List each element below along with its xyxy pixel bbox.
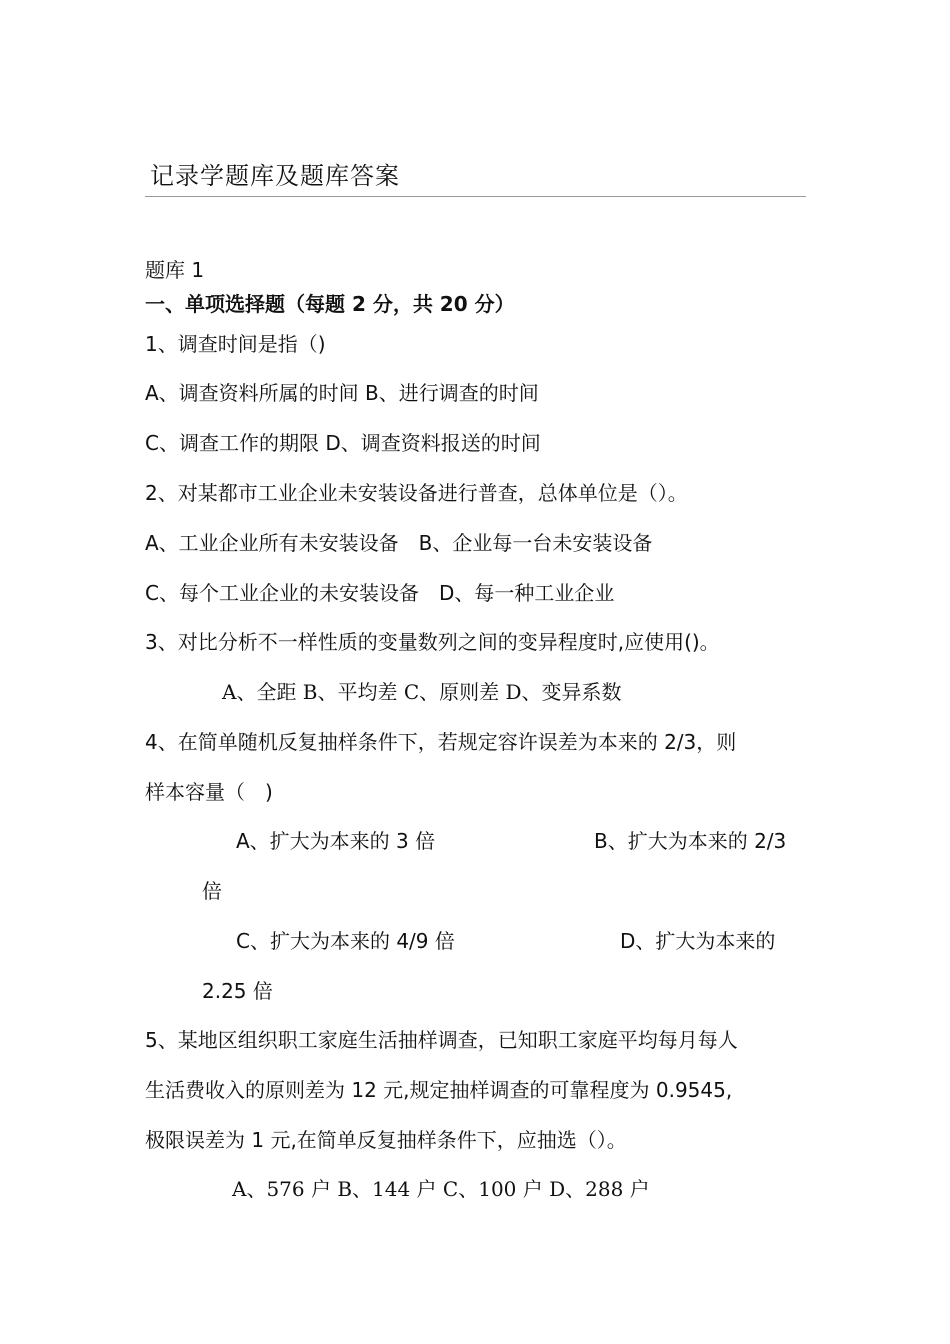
- question-5-options: A、576 户 B、144 户 C、100 户 D、288 户: [232, 1177, 650, 1201]
- question-3-stem: 3、对比分析不一样性质的变量数列之间的变异程度时,应使用()。: [145, 630, 720, 654]
- question-1-options-line-2: C、调查工作的期限 D、调查资料报送的时间: [145, 431, 541, 455]
- question-4-option-b: B、扩大为本来的 2/3: [594, 829, 787, 853]
- title-divider: [145, 196, 806, 197]
- question-1-stem: 1、调查时间是指（): [145, 332, 326, 356]
- question-5-stem-line-2: 生活费收入的原则差为 12 元,规定抽样调查的可靠程度为 0.9545,: [145, 1078, 733, 1102]
- question-2-options-line-2: C、每个工业企业的未安装设备 D、每一种工业企业: [145, 581, 615, 605]
- question-5-stem-line-3: 极限误差为 1 元,在简单反复抽样条件下，应抽选（）。: [145, 1128, 627, 1152]
- question-4-option-d: D、扩大为本来的: [620, 929, 776, 953]
- question-3-options: A、全距 B、平均差 C、原则差 D、变异系数: [222, 680, 622, 704]
- question-4-stem-line-1: 4、在简单随机反复抽样条件下，若规定容许误差为本来的 2/3，则: [145, 730, 737, 754]
- section-heading: 一、单项选择题（每题 2 分，共 20 分）: [145, 292, 515, 316]
- question-4-option-c: C、扩大为本来的 4/9 倍: [236, 929, 455, 953]
- question-1-options-line-1: A、调查资料所属的时间 B、进行调查的时间: [145, 381, 539, 405]
- question-4-stem-line-2: 样本容量（ ): [145, 780, 273, 804]
- question-4-option-d-continued: 2.25 倍: [202, 979, 273, 1003]
- document-title: 记录学题库及题库答案: [150, 162, 400, 190]
- question-4-option-b-continued: 倍: [202, 879, 222, 903]
- question-5-stem-line-1: 5、某地区组织职工家庭生活抽样调查，已知职工家庭平均每月每人: [145, 1028, 738, 1052]
- section-label: 题库 1: [145, 258, 205, 282]
- question-2-stem: 2、对某都市工业企业未安装设备进行普查，总体单位是（）。: [145, 481, 688, 505]
- question-4-option-a: A、扩大为本来的 3 倍: [236, 829, 436, 853]
- question-2-options-line-1: A、工业企业所有未安装设备 B、企业每一台未安装设备: [145, 531, 653, 555]
